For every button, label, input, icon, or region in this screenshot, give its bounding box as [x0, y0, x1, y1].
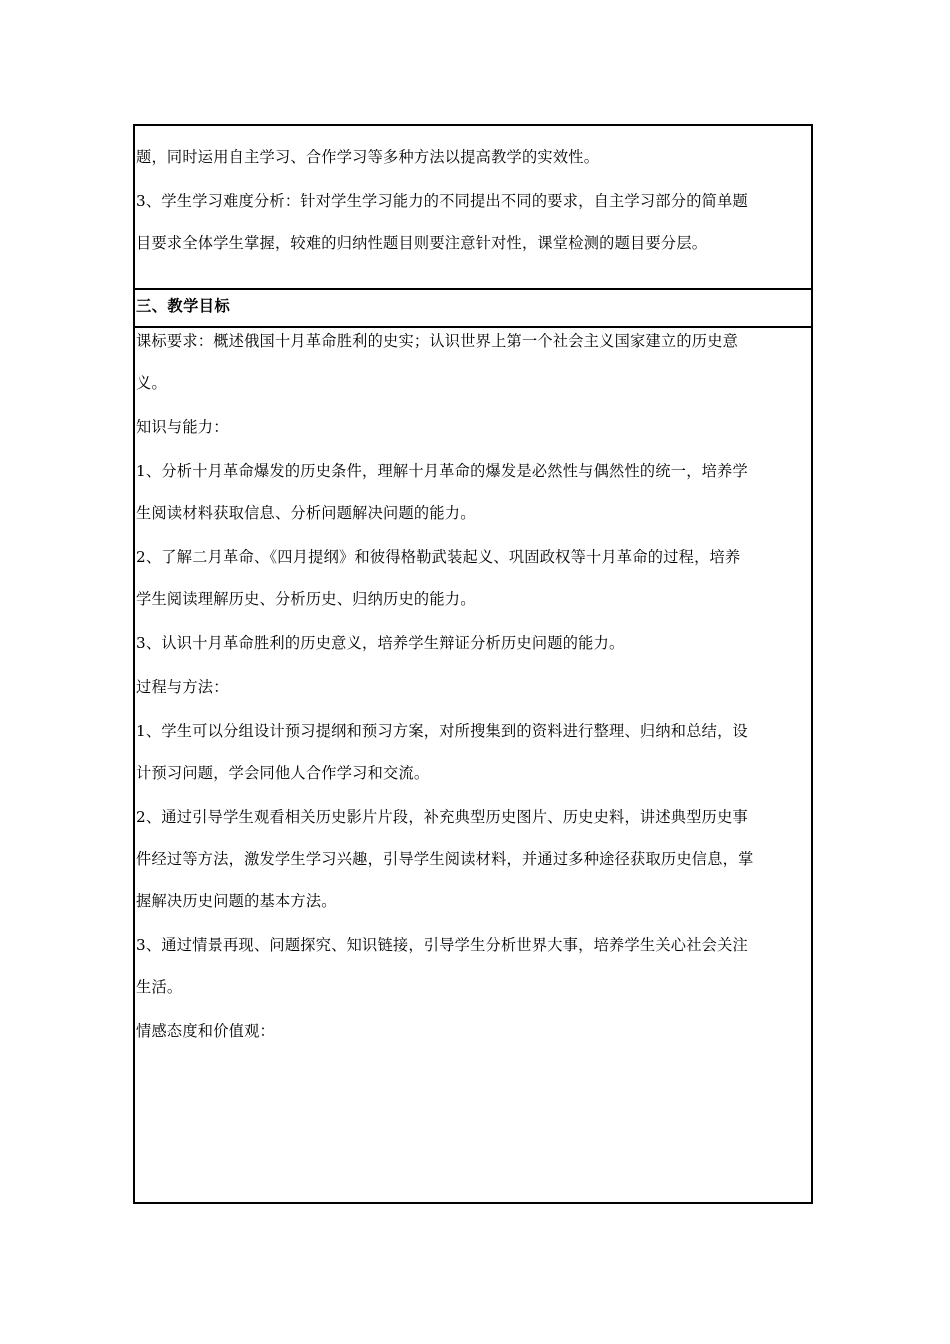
document-table: [133, 124, 813, 1204]
paragraph: [136, 191, 809, 253]
text-line: 件经过等方法，激发学生学习兴趣，引导学生阅读材料，并通过多种途径获取历史信息，掌: [136, 850, 754, 868]
text-line: 3、通过情景再现、问题探究、知识链接，引导学生分析世界大事，培养学生关心社会关注: [136, 936, 748, 954]
paragraph: [136, 417, 809, 437]
text-line: 目要求全体学生掌握，较难的归纳性题目则要注意针对性，课堂检测的题目要分层。: [136, 234, 708, 252]
objectives-body: [136, 331, 809, 1041]
table-cell-objectives: [135, 326, 811, 1202]
paragraph: [136, 461, 809, 523]
paragraph: [136, 1021, 809, 1041]
paragraph: [136, 807, 809, 911]
text-line: 握解决历史问题的基本方法。: [136, 892, 337, 910]
text-line: 1、学生可以分组设计预习提纲和预习方案，对所搜集到的资料进行整理、归纳和总结，设: [136, 722, 748, 740]
text-line: 生活。: [136, 978, 183, 996]
table-cell-analysis: [135, 126, 811, 288]
paragraph: [136, 935, 809, 997]
text-line: 计预习问题，学会同他人合作学习和交流。: [136, 764, 430, 782]
text-line: 知识与能力：: [136, 418, 229, 436]
text-line: 情感态度和价值观：: [136, 1022, 275, 1040]
section-heading: 三、教学目标: [136, 297, 231, 315]
table-cell-heading: [135, 288, 811, 326]
paragraph: [136, 677, 809, 697]
text-line: 义。: [136, 374, 167, 392]
paragraph: [136, 547, 809, 609]
paragraph: [136, 721, 809, 783]
text-line: 题，同时运用自主学习、合作学习等多种方法以提高教学的实效性。: [136, 148, 600, 166]
paragraph: [136, 147, 809, 167]
text-line: 学生阅读理解历史、分析历史、归纳历史的能力。: [136, 590, 476, 608]
text-line: 生阅读材料获取信息、分析问题解决问题的能力。: [136, 504, 476, 522]
text-line: 课标要求：概述俄国十月革命胜利的史实；认识世界上第一个社会主义国家建立的历史意: [136, 332, 739, 350]
text-line: 3、学生学习难度分析：针对学生学习能力的不同提出不同的要求，自主学习部分的简单题: [136, 192, 748, 210]
paragraph: [136, 633, 809, 653]
text-line: 过程与方法：: [136, 678, 229, 696]
text-line: 1、分析十月革命爆发的历史条件，理解十月革命的爆发是必然性与偶然性的统一，培养学: [136, 462, 748, 480]
text-line: 3、认识十月革命胜利的历史意义，培养学生辩证分析历史问题的能力。: [136, 634, 625, 652]
text-line: 2、通过引导学生观看相关历史影片片段，补充典型历史图片、历史史料，讲述典型历史事: [136, 808, 748, 826]
paragraph: [136, 331, 809, 393]
text-line: 2、了解二月革命、《四月提纲》和彼得格勒武装起义、巩固政权等十月革命的过程，培养: [136, 548, 741, 566]
